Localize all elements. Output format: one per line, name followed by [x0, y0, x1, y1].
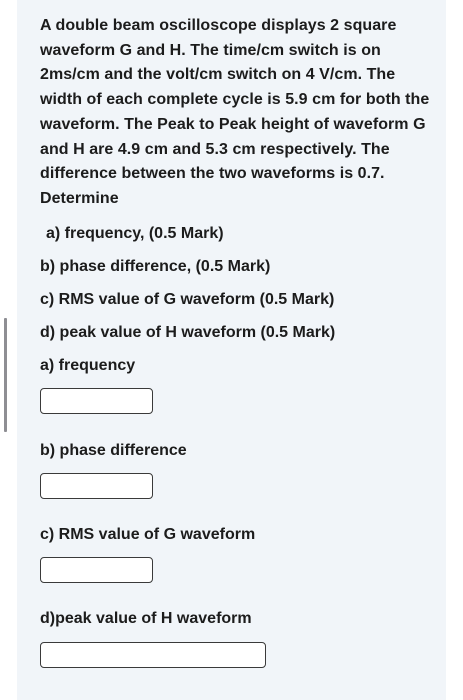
- answer-d-label: d)peak value of H waveform: [40, 610, 252, 627]
- answer-c-label: c) RMS value of G waveform: [40, 526, 256, 543]
- rms-value-g-input[interactable]: [40, 557, 153, 583]
- part-b-label: b) phase difference, (0.5 Mark): [40, 258, 271, 275]
- answer-a-label: a) frequency: [40, 357, 136, 374]
- phase-difference-input[interactable]: [40, 473, 153, 499]
- part-c-label: c) RMS value of G waveform (0.5 Mark): [40, 291, 335, 308]
- part-a-label: a) frequency, (0.5 Mark): [46, 225, 224, 242]
- part-d-label: d) peak value of H waveform (0.5 Mark): [40, 324, 336, 341]
- scroll-indicator[interactable]: [4, 318, 7, 432]
- frequency-input[interactable]: [40, 388, 153, 414]
- answer-b-label: b) phase difference: [40, 442, 187, 459]
- peak-value-h-input[interactable]: [40, 642, 266, 668]
- question-text: A double beam oscilloscope displays 2 square waveform G and H. The time/cm switch is on 2ms/cm and the volt/cm switch on 4 V/cm. The width of each complete cycle is 5.9 cm for both the waveform. The Peak to Peak height of waveform G and H are 4.9 cm and 5.3 cm respectively. The difference between the two waveforms is 0.7. Determine: [40, 17, 430, 207]
